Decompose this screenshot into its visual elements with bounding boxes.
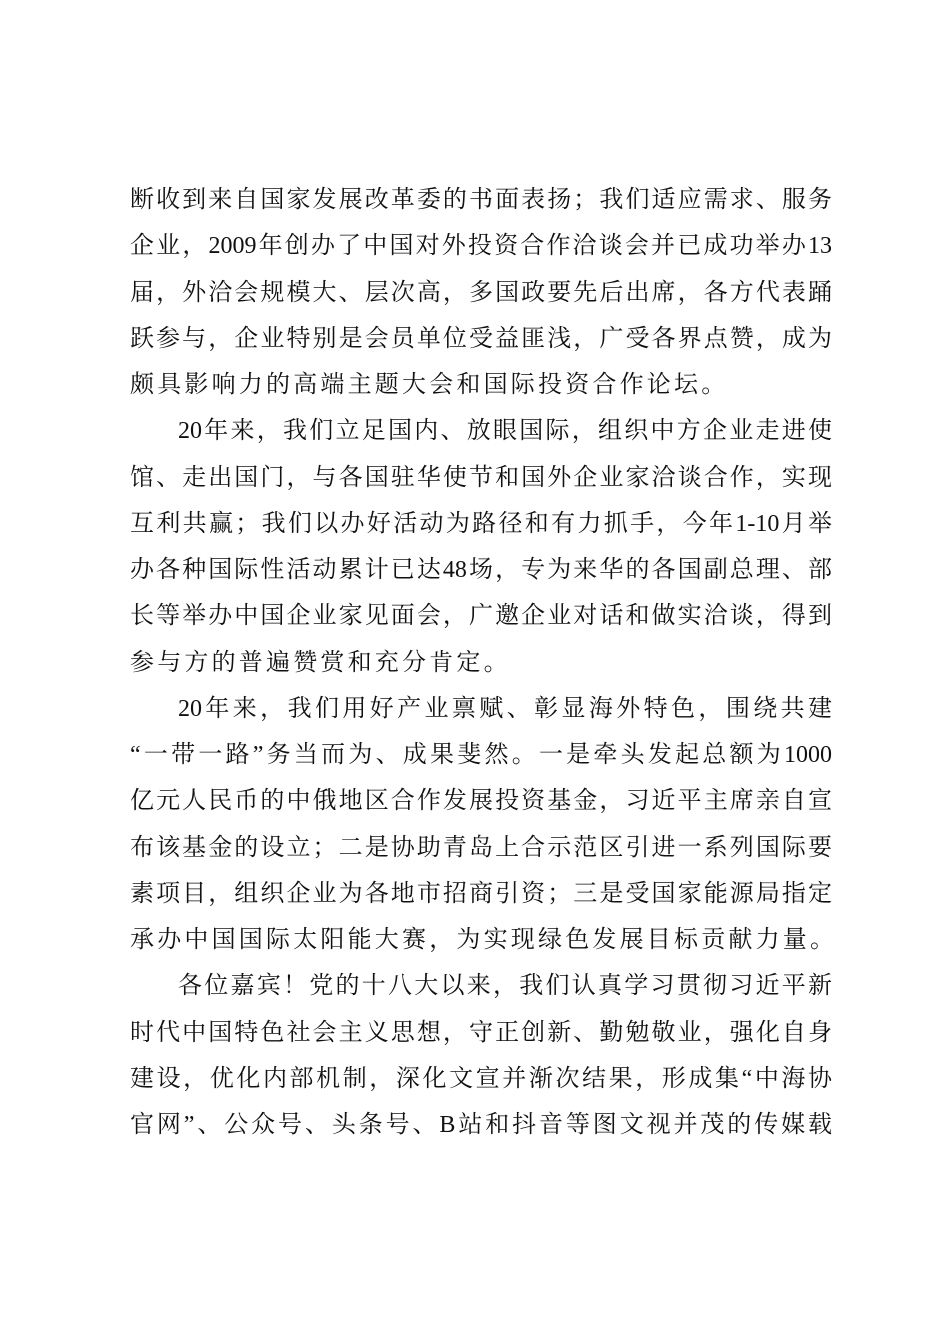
text-line: 官网”、公众号、头条号、B站和抖音等图文视并茂的传媒载 [130, 1112, 832, 1138]
text-line: 亿元人民币的中俄地区合作发展投资基金，习近平主席亲自宣 [130, 788, 832, 815]
text-line: 馆、走出国门，与各国驻华使节和国外企业家洽谈合作，实现 [130, 464, 832, 491]
text-line: 承办中国国际太阳能大赛，为实现绿色发展目标贡献力量。 [130, 927, 838, 953]
text-line: 20年来，我们用好产业禀赋、彰显海外特色，围绕共建 [178, 695, 832, 722]
text-line: 颇具影响力的高端主题大会和国际投资合作论坛。 [130, 372, 729, 398]
paragraph-3 [130, 686, 838, 964]
text-line: 各位嘉宾！党的十八大以来，我们认真学习贯彻习近平新 [178, 973, 832, 1000]
text-line: 办各种国际性活动累计已达48场，专为来华的各国副总理、部 [130, 557, 832, 583]
text-line: 企业，2009年创办了中国对外投资合作洽谈会并已成功举办13 [130, 233, 832, 260]
text-line: 20年来，我们立足国内、放眼国际，组织中方企业走进使 [178, 418, 832, 445]
text-line: 布该基金的设立；二是协助青岛上合示范区引进一系列国际要 [130, 834, 832, 861]
paragraph-1 [130, 177, 832, 408]
text-line: 互利共赢；我们以办好活动为路径和有力抓手，今年1-10月举 [130, 510, 832, 537]
text-line: 参与方的普遍赞赏和充分肯定。 [130, 649, 511, 676]
paragraph-4 [130, 963, 832, 1148]
text-line: “一带一路”务当而为、成果斐然。一是牵头发起总额为1000 [130, 742, 832, 768]
paragraph-2 [130, 408, 832, 686]
text-line: 跃参与，企业特别是会员单位受益匪浅，广受各界点赞，成为 [130, 325, 832, 352]
text-line: 建设，优化内部机制，深化文宣并渐次结果，形成集“中海协 [130, 1065, 832, 1092]
text-line: 素项目，组织企业为各地市招商引资；三是受国家能源局指定 [130, 880, 832, 907]
text-line: 断收到来自国家发展改革委的书面表扬；我们适应需求、服务 [130, 187, 832, 213]
document-page [130, 177, 838, 1148]
text-line: 届，外洽会规模大、层次高，多国政要先后出席，各方代表踊 [130, 279, 832, 306]
text-line: 时代中国特色社会主义思想，守正创新、勤勉敬业，强化自身 [130, 1019, 832, 1046]
text-line: 长等举办中国企业家见面会，广邀企业对话和做实洽谈，得到 [130, 603, 832, 630]
